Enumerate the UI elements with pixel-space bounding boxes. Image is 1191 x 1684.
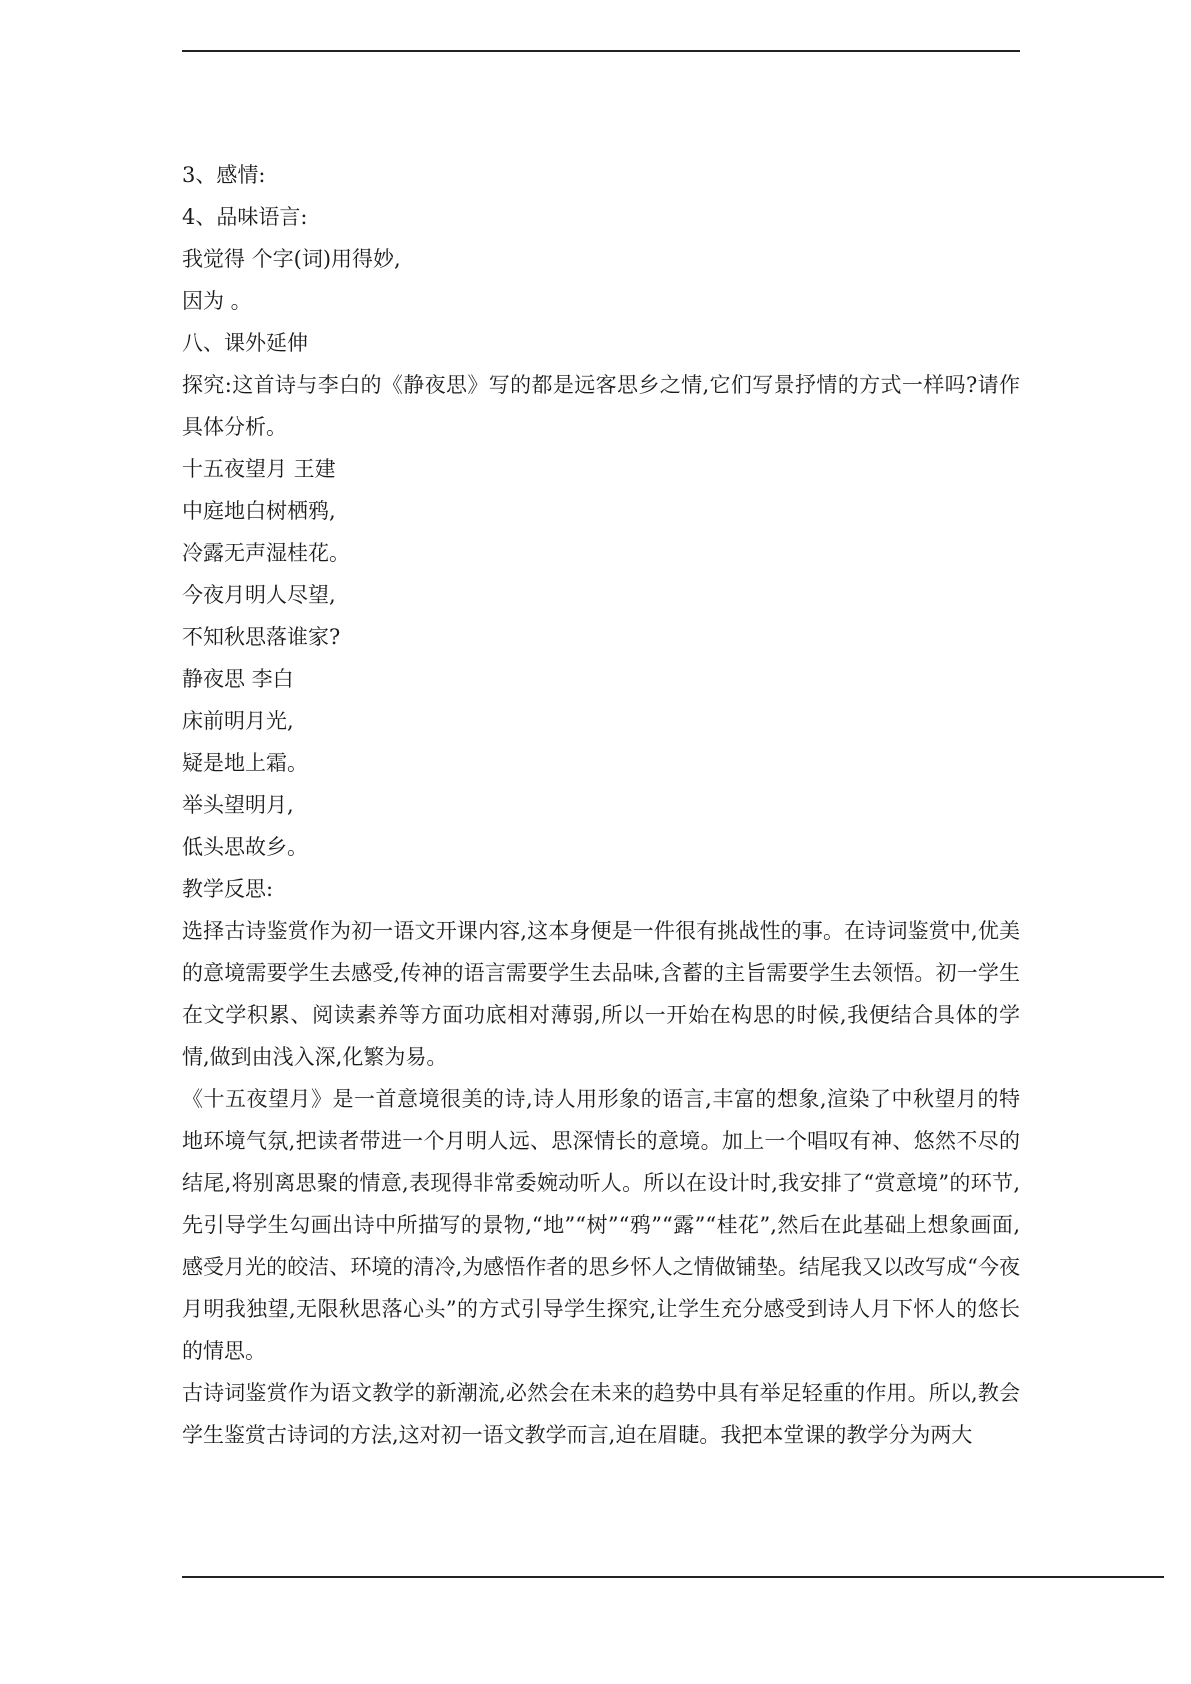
reflection-paragraph: 古诗词鉴赏作为语文教学的新潮流,必然会在未来的趋势中具有举足轻重的作用。所以,教会学生鉴赏古诗词的方法,这对初一语文教学而言,迫在眉睫。我把本堂课的教学分为两大 (182, 1381, 1020, 1447)
poem-line: 今夜月明人尽望, (182, 583, 336, 607)
language-reason: 因为 。 (182, 289, 252, 313)
poem-line: 床前明月光, (182, 709, 294, 733)
poem-title: 十五夜望月 王建 (182, 457, 336, 481)
reflection-paragraph: 《十五夜望月》是一首意境很美的诗,诗人用形象的语言,丰富的想象,渲染了中秋望月的特地环境气氛,把读者带进一个月明人远、思深情长的意境。加上一个唱叹有神、悠然不尽的结尾,将别离思聚的情意,表现得非常委婉动听人。所以在设计时,我安排了“赏意境”的环节,先引导学生勾画出诗中所描写的景物,“地”“树”“鸦”“露”“桂花”,然后在此基础上想象画面,感受月光的皎洁、环境的清冷,为感悟作者的思乡怀人之情做铺垫。结尾我又以改写成“今夜月明我独望,无限秋思落心头”的方式引导学生探究,让学生充分感受到诗人月下怀人的悠长的情思。 (182, 1087, 1020, 1363)
header-rule (182, 50, 1020, 52)
section-heading-extension: 八、课外延伸 (182, 331, 308, 355)
explore-question: 探究:这首诗与李白的《静夜思》写的都是远客思乡之情,它们写景抒情的方式一样吗?请作具体分析。 (182, 373, 1020, 439)
poem-line: 举头望明月, (182, 793, 294, 817)
poem-line: 低头思故乡。 (182, 835, 308, 859)
reflection-heading: 教学反思: (182, 877, 274, 901)
poem-line: 冷露无声湿桂花。 (182, 541, 350, 565)
poem-title: 静夜思 李白 (182, 667, 294, 691)
footer-rule (182, 1576, 1164, 1578)
poem-line: 不知秋思落谁家? (182, 625, 341, 649)
item-language: 4、品味语言: (182, 205, 308, 229)
poem-line: 疑是地上霜。 (182, 751, 308, 775)
document-body (182, 154, 1020, 1456)
poem-line: 中庭地白树栖鸦, (182, 499, 336, 523)
language-prompt: 我觉得 个字(词)用得妙, (182, 247, 401, 271)
reflection-paragraph: 选择古诗鉴赏作为初一语文开课内容,这本身便是一件很有挑战性的事。在诗词鉴赏中,优美的意境需要学生去感受,传神的语言需要学生去品味,含蓄的主旨需要学生去领悟。初一学生在文学积累、阅读素养等方面功底相对薄弱,所以一开始在构思的时候,我便结合具体的学情,做到由浅入深,化繁为易。 (182, 919, 1020, 1069)
item-feeling: 3、感情: (182, 163, 266, 187)
